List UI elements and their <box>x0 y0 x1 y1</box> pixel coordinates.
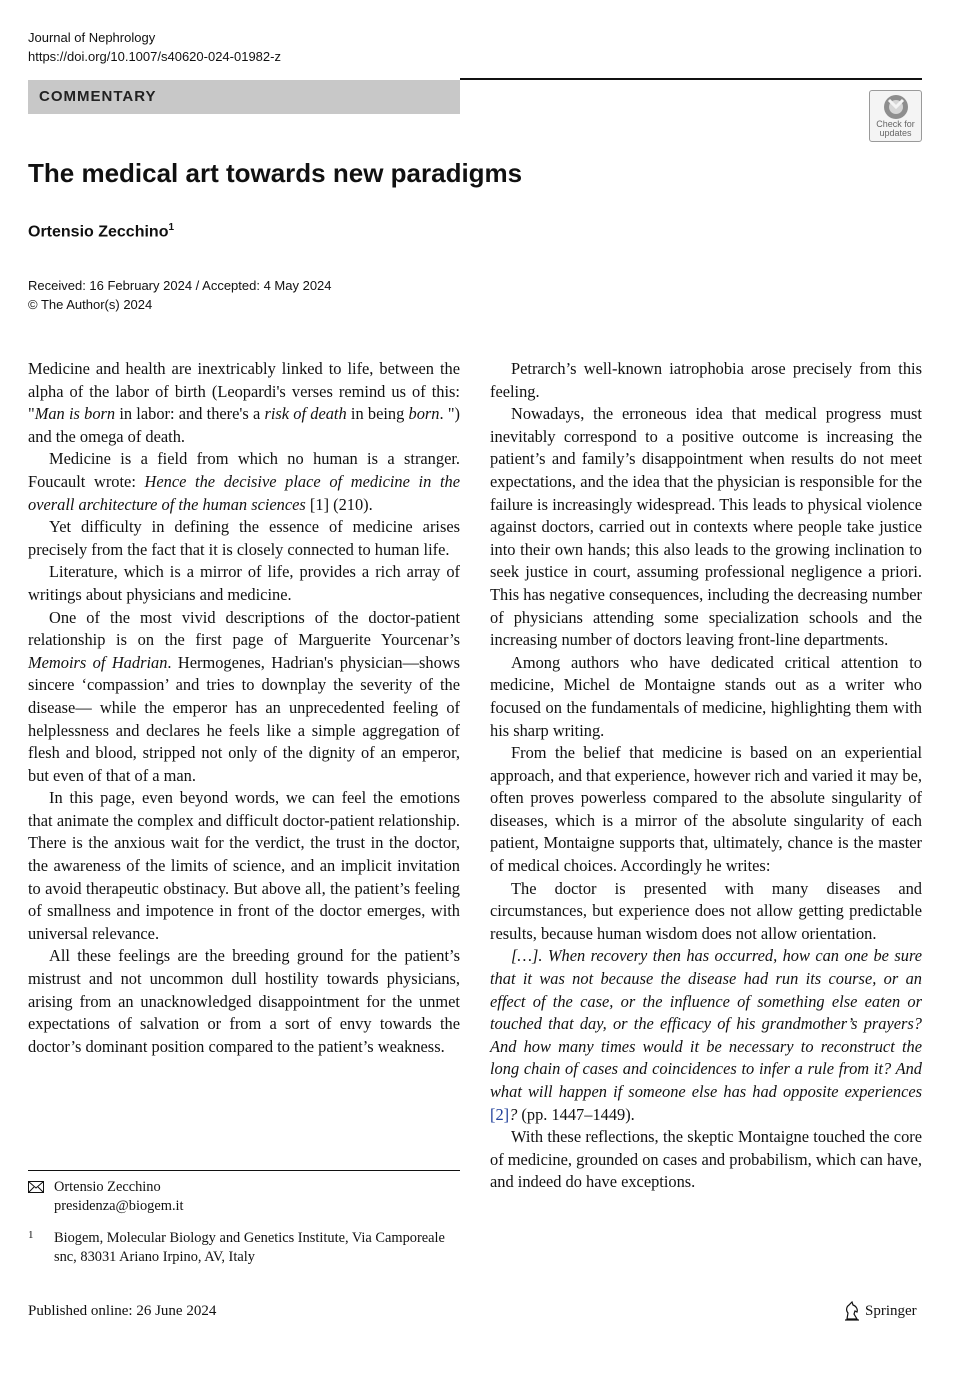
paragraph: Medicine and health are inextricably linked to life, between the alpha of the labor of birth (Leopardi's verses remind us of this: "Man is born in labor: and there's a risk of death in being born. ") and the omega of death. <box>28 359 460 446</box>
contact-name: Ortensio Zecchino <box>54 1179 161 1195</box>
paragraph: Medicine is a field from which no human is a stranger. Foucault wrote: Hence the decisive place of medicine in the overall architecture of the human sciences [1] (210). <box>28 449 460 514</box>
doi-link[interactable]: https://doi.org/10.1007/s40620-024-01982-z <box>28 49 281 64</box>
received-accepted: Received: 16 February 2024 / Accepted: 4 May 2024 <box>28 278 332 293</box>
paragraph: All these feelings are the breeding ground for the patient’s mistrust and not uncommon dull hostility towards physicians, arising from an unacknowledged disappointment for the unmet expectations of salvation or from a sort of envy towards the doctor’s dominant position compared to the patient’s weakness. <box>28 946 460 1056</box>
footnotes <box>28 1178 460 1280</box>
affiliation-text: Biogem, Molecular Biology and Genetics Institute, Via Camporeale snc, 83031 Ariano Irpino, AV, Italy <box>54 1230 445 1265</box>
author-line <box>28 222 174 241</box>
badge-line-1: Check for <box>876 119 915 129</box>
springer-horse-icon <box>843 1301 861 1321</box>
copyright: © The Author(s) 2024 <box>28 297 153 312</box>
section-banner <box>28 80 460 114</box>
journal-name: Journal of Nephrology <box>28 30 156 45</box>
affiliation-mark: 1 <box>28 1229 34 1241</box>
check-updates-icon <box>882 94 910 120</box>
article-dates <box>28 276 332 314</box>
citation-link[interactable]: [2] <box>490 1104 510 1124</box>
paragraph: Among authors who have dedicated critical attention to medicine, Michel de Montaigne stands out as a writer who focused on the fundamentals of medicine, highlighting them with his sharp writing. <box>490 652 922 740</box>
header-rule <box>460 78 922 80</box>
check-for-updates-badge[interactable] <box>869 90 922 142</box>
section-label: COMMENTARY <box>39 88 157 105</box>
journal-header <box>28 28 281 66</box>
affiliation-footnote <box>28 1229 460 1266</box>
paragraph: From the belief that medicine is based on an experiential approach, and that experience, however rich and varied it may be, often proves powerless compared to the absolute singularity of diseases, which is a mirror of the absolute singularity of each patient, Montaigne supports that, ultimately, chance is the master of medical choices. Accordingly he writes: <box>490 743 922 876</box>
author-affil-mark[interactable]: 1 <box>168 222 175 233</box>
left-column <box>28 358 460 1058</box>
published-online: Published online: 26 June 2024 <box>28 1303 217 1319</box>
publisher-name: Springer <box>865 1302 917 1319</box>
quote-paragraph: […]. When recovery then has occurred, how can one be sure that it was not because the disease had run its course, or an effect of the case, or the influence of something else eaten or touched that day, or the efficacy of his grandmother’s prayers? And how many times would it be necessary to reconstruct the long chain of cases and coincidences to infer a rule from it? And what will happen if someone else has had opposite experiences [2]? (pp. 1447–1449). <box>490 946 922 1124</box>
footnote-rule <box>28 1170 460 1171</box>
article-title: The medical art towards new paradigms <box>28 158 523 188</box>
envelope-icon <box>28 1178 44 1199</box>
right-column <box>490 358 922 1194</box>
paragraph: Literature, which is a mirror of life, provides a rich array of writings about physicians and medicine. <box>28 562 460 604</box>
publisher-logo <box>843 1301 917 1321</box>
author-name[interactable]: Ortensio Zecchino <box>28 223 169 241</box>
paragraph: One of the most vivid descriptions of the doctor-patient relationship is on the first page of Marguerite Yourcenar’s Memoirs of Hadrian. Hermogenes, Hadrian's physician—shows sincere ‘compassion’ and tries to downplay the severity of the disease— while the emperor has an unprecedented feeling of helplessness and declares he feels like a simple aggregation of flesh and blood, stripped not only of the dignity of an emperor, but even of that of a man. <box>28 607 460 785</box>
contact-footnote <box>28 1178 460 1215</box>
paragraph: Petrarch’s well-known iatrophobia arose precisely from this feeling. <box>490 359 922 401</box>
paragraph: With these reflections, the skeptic Montaigne touched the core of medicine, grounded on cases and probabilism, which can have, and indeed do have exceptions. <box>490 1127 922 1192</box>
badge-line-2: updates <box>879 128 912 138</box>
paragraph: Yet difficulty in defining the essence of medicine arises precisely from the fact that it is closely connected to human life. <box>28 517 460 559</box>
paragraph: In this page, even beyond words, we can feel the emotions that animate the complex and difficult doctor-patient relationship. There is the anxious wait for the verdict, the trust in the doctor, the awareness of the limits of science, and an implicit invitation to avoid therapeutic obstinacy. But above all, the patient’s feeling of smallness and impotence in front of the doctor emerges, with universal relevance. <box>28 788 460 943</box>
paragraph: Nowadays, the erroneous idea that medical progress must inevitably correspond to a positive outcome is increasing the patient’s and family’s disappointment when results do not meet expectations, and the idea that the physician is responsible for the failure is increasingly widespread. This leads to physical violence against doctors, carried out in contexts where people take justice into their own hands; this also leads to the growing inclination to seek justice in court, assuming professional negligence a priori. This has negative consequences, including the decreasing number of physicians attending some specialization schools and the increasing number of doctors leaving front-line departments. <box>490 404 922 650</box>
contact-email[interactable]: presidenza@biogem.it <box>54 1197 184 1214</box>
paragraph: The doctor is presented with many diseases and circumstances, but experience does not allow getting predictable results, because human wisdom does not allow orientation. <box>490 878 922 943</box>
